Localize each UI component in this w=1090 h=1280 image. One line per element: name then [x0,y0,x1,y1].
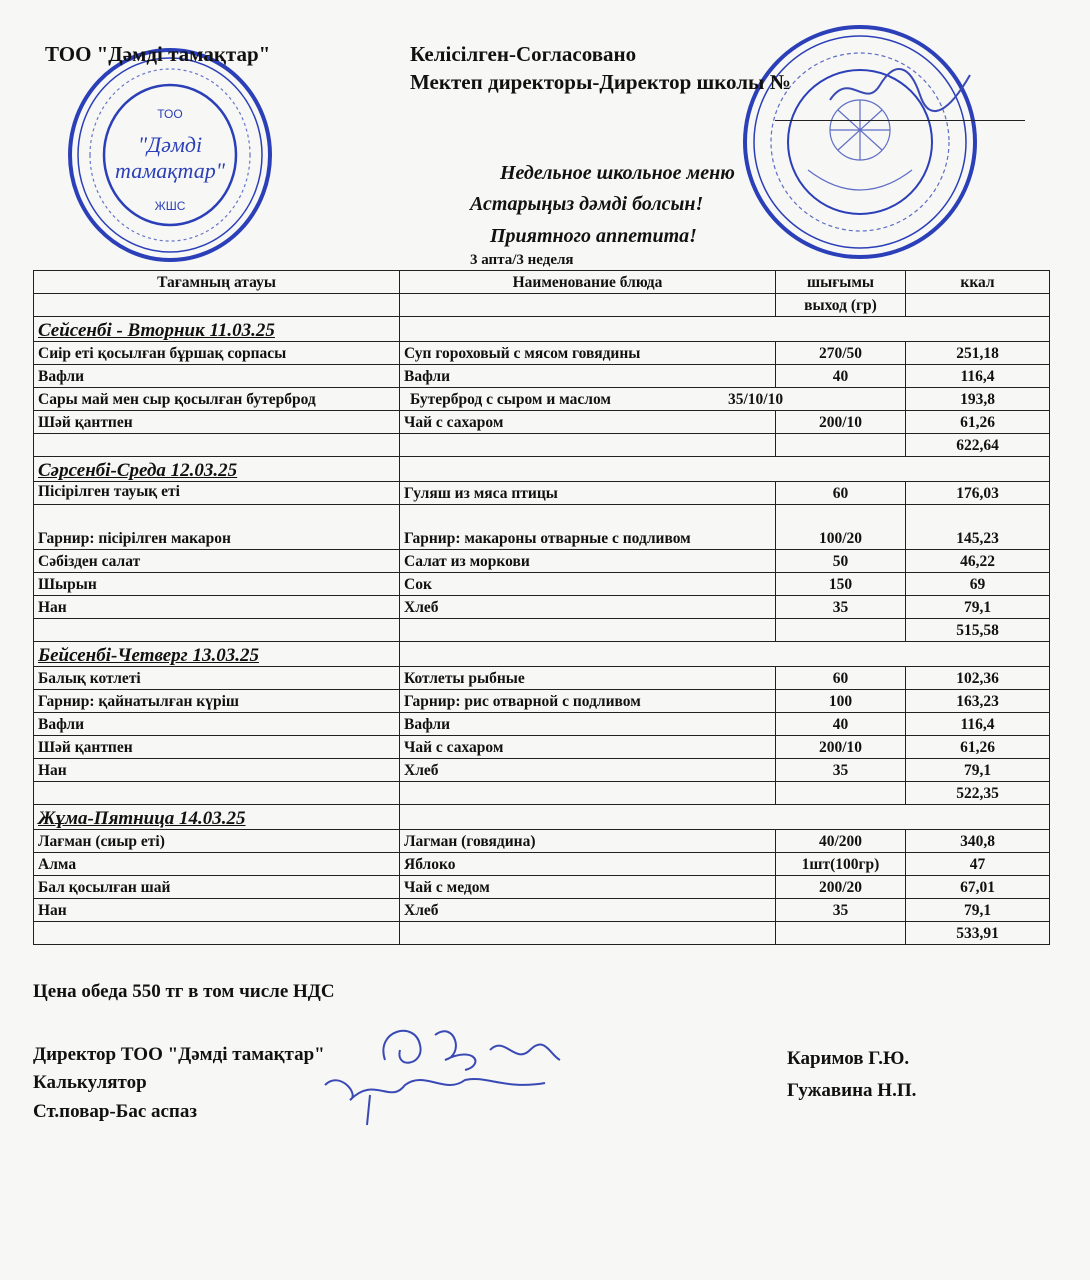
dish-ru: Вафли [400,365,776,388]
day-title: Бейсенбі-Четверг 13.03.25 [34,642,400,667]
total-row [34,619,1050,642]
dish-out: 150 [776,573,906,596]
dish-kz: Сәбізден салат [34,550,400,573]
title-kz: Астарыңыз дәмді болсын! [470,193,704,215]
table-row [34,830,1050,853]
dish-kz: Шәй қантпен [34,411,400,434]
table-row [34,759,1050,782]
table-row [34,573,1050,596]
dish-ru: Чай с сахаром [400,411,776,434]
dish-out: 35 [776,759,906,782]
lunch-price: Цена обеда 550 тг в том числе НДС [33,981,335,1002]
subheader-out: выход (гр) [776,294,906,317]
dish-kcal: 163,23 [906,690,1050,713]
dish-kcal: 79,1 [906,899,1050,922]
footer-signatures [315,1015,575,1130]
dish-kz: Сары май мен сыр қосылған бутерброд [34,388,400,411]
dish-out: 200/20 [776,876,906,899]
week-label: 3 апта/3 неделя [470,252,574,268]
dish-ru: Котлеты рыбные [400,667,776,690]
company-name: ТОО "Дәмді тамақтар" [45,42,271,66]
dish-kz: Вафли [34,365,400,388]
table-row [34,388,1050,411]
calc-label: Калькулятор [33,1072,147,1093]
dish-out: 270/50 [776,342,906,365]
agreed-label: Келісілген-Согласовано [410,42,637,66]
director-sign-line [775,120,1025,121]
dish-ru: Сок [400,573,776,596]
table-row [34,411,1050,434]
dish-kcal: 116,4 [906,365,1050,388]
director-signature [820,60,980,120]
cook-label: Ст.повар-Бас аспаз [33,1101,198,1122]
dish-ru: Хлеб [400,899,776,922]
dish-out: 60 [776,482,906,505]
stamp-line2: "Дәмді [137,132,203,157]
dish-out: 35 [776,596,906,619]
dish-kz: Бал қосылған шай [34,876,400,899]
dish-ru: Суп гороховый с мясом говядины [400,342,776,365]
dish-ru: Гуляш из мяса птицы [400,482,776,505]
total-row [34,434,1050,457]
day-title: Сейсенбі - Вторник 11.03.25 [34,317,400,342]
dish-kcal: 251,18 [906,342,1050,365]
dish-ru [400,388,906,411]
dish-kcal: 340,8 [906,830,1050,853]
header-kcal: ккал [906,271,1050,294]
dish-kz: Балық котлеті [34,667,400,690]
header-kz: Тағамның атауы [34,271,400,294]
title-wish: Приятного аппетита! [490,225,697,247]
dish-kz: Алма [34,853,400,876]
table-row [34,482,1050,505]
dish-out: 1шт(100гр) [776,853,906,876]
table-row [34,853,1050,876]
dish-ru: Лагман (говядина) [400,830,776,853]
dish-kcal: 79,1 [906,759,1050,782]
dish-out: 100/20 [776,505,906,550]
stamp-line4: ЖШС [154,199,186,213]
dish-kcal: 102,36 [906,667,1050,690]
day-total: 515,58 [906,619,1050,642]
menu-table [33,270,1050,945]
company-stamp [60,40,280,270]
table-row [34,876,1050,899]
dish-kcal: 67,01 [906,876,1050,899]
total-row [34,782,1050,805]
day-row [34,317,1050,342]
dish-ru-text: Бутерброд с сыром и маслом [410,391,611,408]
dish-kz: Нан [34,596,400,619]
table-header-row [34,271,1050,294]
dish-kcal: 69 [906,573,1050,596]
dish-kz: Лағман (сиыр еті) [34,830,400,853]
dish-out: 40 [776,713,906,736]
dish-out: 40/200 [776,830,906,853]
dish-out: 200/10 [776,736,906,759]
dish-kcal: 61,26 [906,736,1050,759]
table-row [34,736,1050,759]
dish-kcal: 46,22 [906,550,1050,573]
dish-kz: Шырын [34,573,400,596]
dish-kz: Пісірілген тауық еті [34,482,400,505]
dish-kz: Шәй қантпен [34,736,400,759]
table-row [34,899,1050,922]
dish-kcal: 116,4 [906,713,1050,736]
dish-kz: Нан [34,759,400,782]
day-total: 622,64 [906,434,1050,457]
dish-kcal: 47 [906,853,1050,876]
dish-out: 40 [776,365,906,388]
table-row [34,342,1050,365]
dish-ru: Чай с медом [400,876,776,899]
dish-out: 50 [776,550,906,573]
dish-kcal: 79,1 [906,596,1050,619]
header-out: шығымы [776,271,906,294]
stamp-line1: ТОО [157,107,183,121]
day-row [34,642,1050,667]
dish-ru: Салат из моркови [400,550,776,573]
director-name: Каримов Г.Ю. [787,1048,910,1069]
dish-ru: Хлеб [400,759,776,782]
dish-ru: Хлеб [400,596,776,619]
day-row [34,457,1050,482]
table-row [34,596,1050,619]
dish-kz: Гарнир: қайнатылған күріш [34,690,400,713]
table-row [34,667,1050,690]
table-subheader-row [34,294,1050,317]
total-row [34,922,1050,945]
day-total: 522,35 [906,782,1050,805]
day-title: Сәрсенбі-Среда 12.03.25 [34,457,400,482]
day-row [34,805,1050,830]
dish-out: 100 [776,690,906,713]
dish-ru: Гарнир: макароны отварные с подливом [400,505,776,550]
director-line: Мектеп директоры-Директор школы № [410,70,791,94]
dish-kz: Нан [34,899,400,922]
table-row [34,505,1050,550]
dish-kcal: 176,03 [906,482,1050,505]
dish-kz: Вафли [34,713,400,736]
table-row [34,550,1050,573]
school-stamp [738,20,983,265]
dish-kz: Гарнир: пісірілген макарон [34,505,400,550]
header-ru: Наименование блюда [400,271,776,294]
dish-kcal: 61,26 [906,411,1050,434]
table-row [34,690,1050,713]
director-label: Директор ТОО "Дәмді тамақтар" [33,1044,325,1065]
dish-kcal: 145,23 [906,505,1050,550]
table-row [34,365,1050,388]
dish-ru: Вафли [400,713,776,736]
dish-ru: Гарнир: рис отварной с подливом [400,690,776,713]
dish-kz: Сиір еті қосылған бұршақ сорпасы [34,342,400,365]
dish-kcal: 193,8 [906,388,1050,411]
dish-out: 200/10 [776,411,906,434]
calc-name: Гужавина Н.П. [787,1080,917,1101]
dish-ru-out: 35/10/10 [728,391,784,408]
dish-out: 35 [776,899,906,922]
title-ru: Недельное школьное меню [500,162,735,184]
day-title: Жұма-Пятница 14.03.25 [34,805,400,830]
dish-ru: Яблоко [400,853,776,876]
dish-out: 60 [776,667,906,690]
dish-ru: Чай с сахаром [400,736,776,759]
day-total: 533,91 [906,922,1050,945]
stamp-line3: тамақтар" [115,158,225,183]
table-row [34,713,1050,736]
